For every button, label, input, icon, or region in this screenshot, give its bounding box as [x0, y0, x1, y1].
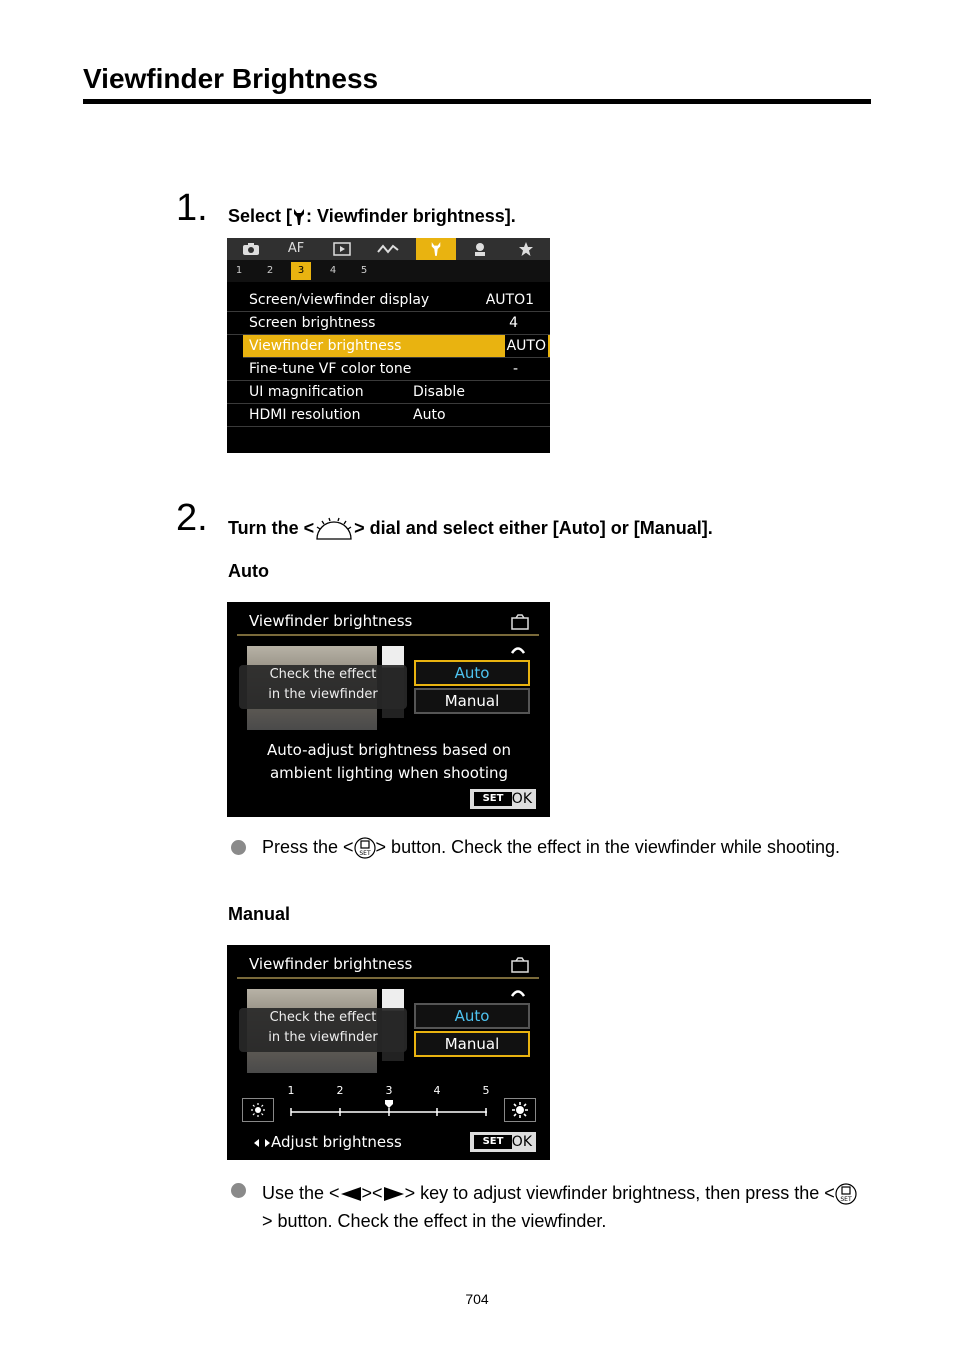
scale-label-5: 5	[482, 1084, 490, 1097]
my-menu-star-icon[interactable]	[507, 238, 545, 260]
scale-label-4: 4	[433, 1084, 441, 1097]
right-key-icon	[383, 1186, 405, 1202]
manual-brightness-screen	[227, 945, 550, 1160]
bullet-dot	[231, 1183, 246, 1198]
screen-title: Viewfinder brightness	[249, 955, 413, 973]
menu-item-label: Screen brightness	[249, 315, 376, 331]
menu-item-label: Viewfinder brightness	[249, 338, 402, 354]
menu-item-value: Disable	[413, 384, 465, 400]
manual-option-button[interactable]: Manual	[414, 688, 530, 714]
check-effect-overlay	[239, 1008, 407, 1052]
scroll-up-icon	[511, 644, 525, 654]
menu-item-value: AUTO	[505, 335, 548, 357]
help-tab-icon	[511, 957, 529, 973]
page-number: 704	[465, 1291, 489, 1307]
bright-sun-icon[interactable]	[504, 1098, 536, 1122]
adjust-brightness-label: Adjust brightness	[271, 1133, 402, 1151]
step-1-text-after: : Viewfinder brightness].	[306, 206, 516, 226]
setup-wrench-icon	[292, 208, 306, 226]
step-1-text-before: Select [	[228, 206, 293, 226]
title-divider	[237, 977, 539, 979]
step-1-number: 1.	[176, 187, 208, 229]
set-button-icon	[354, 837, 376, 859]
menu-item-ui-magnification[interactable]	[227, 381, 550, 404]
set-label: SET	[474, 1135, 512, 1149]
manual-option-button[interactable]: Manual	[414, 1031, 530, 1057]
check-effect-overlay	[239, 665, 407, 709]
menu-item-value: 4	[509, 315, 518, 331]
menu-item-label: Screen/viewfinder display	[249, 292, 430, 308]
menu-item-value: AUTO1	[485, 292, 534, 308]
step-1-text	[228, 205, 516, 227]
title-rule	[83, 99, 871, 104]
bullet-text-part: Press the <	[262, 837, 354, 857]
step-2-text-before: Turn the <	[228, 518, 315, 538]
bullet-text-part: ><	[361, 1183, 383, 1203]
subtab-1[interactable]: 1	[235, 265, 243, 276]
subtab-2[interactable]: 2	[266, 265, 274, 276]
brightness-slider[interactable]	[287, 1100, 497, 1118]
subtab-5[interactable]: 5	[360, 265, 368, 276]
af-tab[interactable]: AF	[287, 241, 305, 256]
menu-item-hdmi-resolution[interactable]	[227, 404, 550, 427]
set-label: SET	[474, 792, 512, 806]
auto-description	[249, 739, 529, 785]
title-divider	[237, 634, 539, 636]
help-tab-icon	[511, 614, 529, 630]
adjust-brightness-hint	[253, 1132, 402, 1152]
left-key-icon	[340, 1186, 362, 1202]
subtab-4[interactable]: 4	[329, 265, 337, 276]
desc-line-2: ambient lighting when shooting	[269, 764, 509, 782]
step-2-text	[228, 517, 713, 541]
step-2-number: 2.	[176, 497, 208, 539]
menu-subtabs	[227, 260, 550, 282]
menu-item-fine-tune-vf-color-tone[interactable]	[227, 358, 550, 381]
setup-menu-screen	[227, 238, 550, 453]
auto-bullet-text	[262, 836, 862, 859]
playback-tab-icon[interactable]	[323, 238, 361, 260]
overlay-line-1: Check the effect	[269, 1010, 377, 1025]
screen-title: Viewfinder brightness	[249, 612, 413, 630]
auto-heading: Auto	[228, 561, 269, 581]
scale-label-1: 1	[287, 1084, 295, 1097]
menu-item-label: Fine-tune VF color tone	[249, 361, 412, 377]
bullet-text-part: > key to adjust viewfinder brightness, then press the <	[404, 1183, 835, 1203]
menu-item-screen-viewfinder-display[interactable]	[227, 289, 550, 312]
bullet-text-part: > button. Check the effect in the viewfinder while shooting.	[375, 837, 840, 857]
wireless-tab-icon[interactable]	[369, 238, 407, 260]
menu-tab-bar	[227, 238, 550, 260]
menu-item-screen-brightness[interactable]	[227, 312, 550, 335]
ok-label: OK	[511, 791, 532, 807]
bullet-text-part: Use the <	[262, 1183, 340, 1203]
overlay-line-1: Check the effect	[269, 667, 377, 682]
menu-item-label: UI magnification	[249, 384, 364, 400]
svg-text:SET: SET	[358, 850, 371, 858]
bullet-text-part: > button. Check the effect in the viewfinder.	[262, 1211, 607, 1231]
bullet-dot	[231, 840, 246, 855]
set-ok-button[interactable]	[470, 789, 536, 809]
manual-bullet-text	[262, 1179, 862, 1235]
svg-text:SET: SET	[840, 1196, 852, 1204]
manual-heading: Manual	[228, 904, 291, 924]
auto-brightness-screen	[227, 602, 550, 817]
menu-item-viewfinder-brightness[interactable]	[243, 335, 550, 358]
step-2-text-after: > dial and select either [Auto] or [Manual].	[354, 518, 713, 538]
ok-label: OK	[511, 1134, 532, 1150]
menu-item-value: Auto	[413, 407, 446, 423]
menu-item-label: HDMI resolution	[249, 407, 361, 423]
subtab-3[interactable]: 3	[291, 262, 311, 280]
desc-line-1: Auto-adjust brightness based on	[267, 741, 511, 759]
overlay-line-2: in the viewfinder	[268, 687, 378, 702]
set-ok-button[interactable]	[470, 1132, 536, 1152]
overlay-line-2: in the viewfinder	[268, 1030, 378, 1045]
dim-sun-icon[interactable]	[242, 1098, 274, 1122]
custom-functions-tab-icon[interactable]	[461, 238, 499, 260]
scale-label-2: 2	[336, 1084, 344, 1097]
page-title: Viewfinder Brightness	[83, 63, 379, 94]
slider-marker	[385, 1100, 393, 1108]
auto-option-button[interactable]: Auto	[414, 1003, 530, 1029]
scale-label-3: 3	[385, 1084, 393, 1097]
scroll-up-icon	[511, 987, 525, 997]
menu-item-value: -	[512, 361, 518, 377]
camera-tab-icon[interactable]	[232, 238, 270, 260]
setup-tab-icon[interactable]	[416, 238, 456, 260]
auto-option-button[interactable]: Auto	[414, 660, 530, 686]
set-button-icon	[835, 1183, 857, 1205]
left-right-arrows-icon	[253, 1137, 271, 1149]
main-dial-icon	[314, 517, 354, 541]
